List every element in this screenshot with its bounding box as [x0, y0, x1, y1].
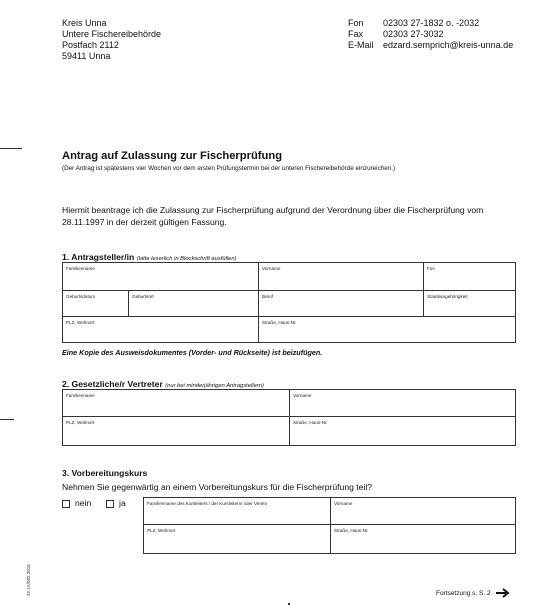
side-code-text: 32.1A/082.2016 — [26, 564, 31, 596]
email-value: edzard.semprich@kreis-unna.de — [383, 40, 514, 50]
course-vorname-field[interactable]: Vorname — [334, 501, 353, 506]
checkbox-yes[interactable] — [106, 500, 114, 508]
punch-mark — [0, 419, 14, 420]
checkbox-no[interactable] — [62, 500, 70, 508]
contact-values — [383, 18, 513, 51]
applicant-beruf-field[interactable]: Beruf — [262, 294, 273, 299]
applicant-staatsangehoerigkeit-field[interactable]: Staatsangehörigkeit — [427, 294, 468, 299]
continue-note — [436, 588, 510, 598]
applicant-fon-field[interactable]: Fon — [427, 266, 435, 271]
section-2-title: 2. Gesetzliche/r Vertreter — [62, 379, 163, 389]
page-dot — [288, 603, 290, 605]
course-options — [62, 498, 126, 510]
side-form-code — [26, 564, 31, 596]
section-3-heading: 3. Vorbereitungskurs — [62, 468, 148, 478]
course-leader-field[interactable]: Familienname des Kursleiters / der Kursleiterin oder Verein — [147, 501, 268, 506]
intro-text — [62, 205, 483, 228]
form-title: Antrag auf Zulassung zur Fischerprüfung — [62, 150, 283, 162]
applicant-geburtsdatum-field[interactable]: Geburtsdatum — [66, 294, 96, 299]
applicant-table — [62, 262, 516, 343]
email-label: E-Mail — [348, 40, 374, 50]
course-question: Nehmen Sie gegenwärtig an einem Vorbereitungskurs für die Fischerprüfung teil? — [62, 482, 373, 492]
id-copy-note: Eine Kopie des Ausweisdokumentes (Vorder- und Rückseite) ist beizufügen. — [62, 348, 323, 357]
applicant-strasse-field[interactable]: Straße, Haus-Nr. — [262, 320, 297, 325]
option-no-label: nein — [75, 498, 92, 508]
fax-value: 02303 27-3032 — [383, 29, 444, 39]
contact-labels — [348, 18, 374, 51]
section-1-note: (bitte leserlich in Blockschrift ausfüllen) — [136, 256, 237, 262]
course-strasse-field[interactable]: Straße, Haus-Nr. — [334, 528, 369, 533]
form-subtitle: (Der Antrag ist spätestens vier Wochen vor dem ersten Prüfungstermin bei der unteren Fischereibehörde einzureichen.) — [62, 165, 396, 172]
sender-line-3: Postfach 2112 — [62, 40, 119, 50]
fold-mark — [0, 148, 22, 149]
course-plz-wohnort-field[interactable]: PLZ, Wohnort — [147, 528, 176, 533]
intro-line-1: Hiermit beantrage ich die Zulassung zur Fischerprüfung aufgrund der Verordnung über die Fischerprüfung vom — [62, 205, 484, 215]
sender-block — [62, 18, 161, 62]
section-1-heading — [62, 252, 237, 262]
applicant-geburtsort-field[interactable]: Geburtsort — [132, 294, 154, 299]
arrow-right-icon — [496, 588, 510, 598]
guardian-vorname-field[interactable]: Vorname — [293, 393, 312, 398]
applicant-familienname-field[interactable]: Familienname — [66, 266, 95, 271]
guardian-familienname-field[interactable]: Familienname — [66, 393, 95, 398]
sender-line-4: 59411 Unna — [62, 51, 111, 61]
applicant-vorname-field[interactable]: Vorname — [262, 266, 281, 271]
option-yes-label: ja — [119, 498, 126, 508]
section-1-title: 1. Antragsteller/in — [62, 252, 135, 262]
continue-text: Fortsetzung s. S. 2 — [436, 589, 491, 597]
section-2-note: (nur bei minderjährigen Antragstellern) — [165, 383, 264, 389]
phone-label: Fon — [348, 18, 364, 28]
fax-label: Fax — [348, 29, 364, 39]
phone-value: 02303 27-1832 o. -2032 — [383, 18, 480, 28]
guardian-strasse-field[interactable]: Straße, Haus-Nr. — [293, 420, 328, 425]
sender-line-2: Untere Fischereibehörde — [62, 29, 162, 39]
intro-line-2: 28.11.1997 in der derzeit gültigen Fassung. — [62, 216, 227, 227]
guardian-plz-wohnort-field[interactable]: PLZ, Wohnort — [66, 420, 95, 425]
sender-line-1: Kreis Unna — [62, 18, 107, 28]
section-2-heading — [62, 379, 264, 389]
applicant-plz-wohnort-field[interactable]: PLZ, Wohnort — [66, 320, 95, 325]
